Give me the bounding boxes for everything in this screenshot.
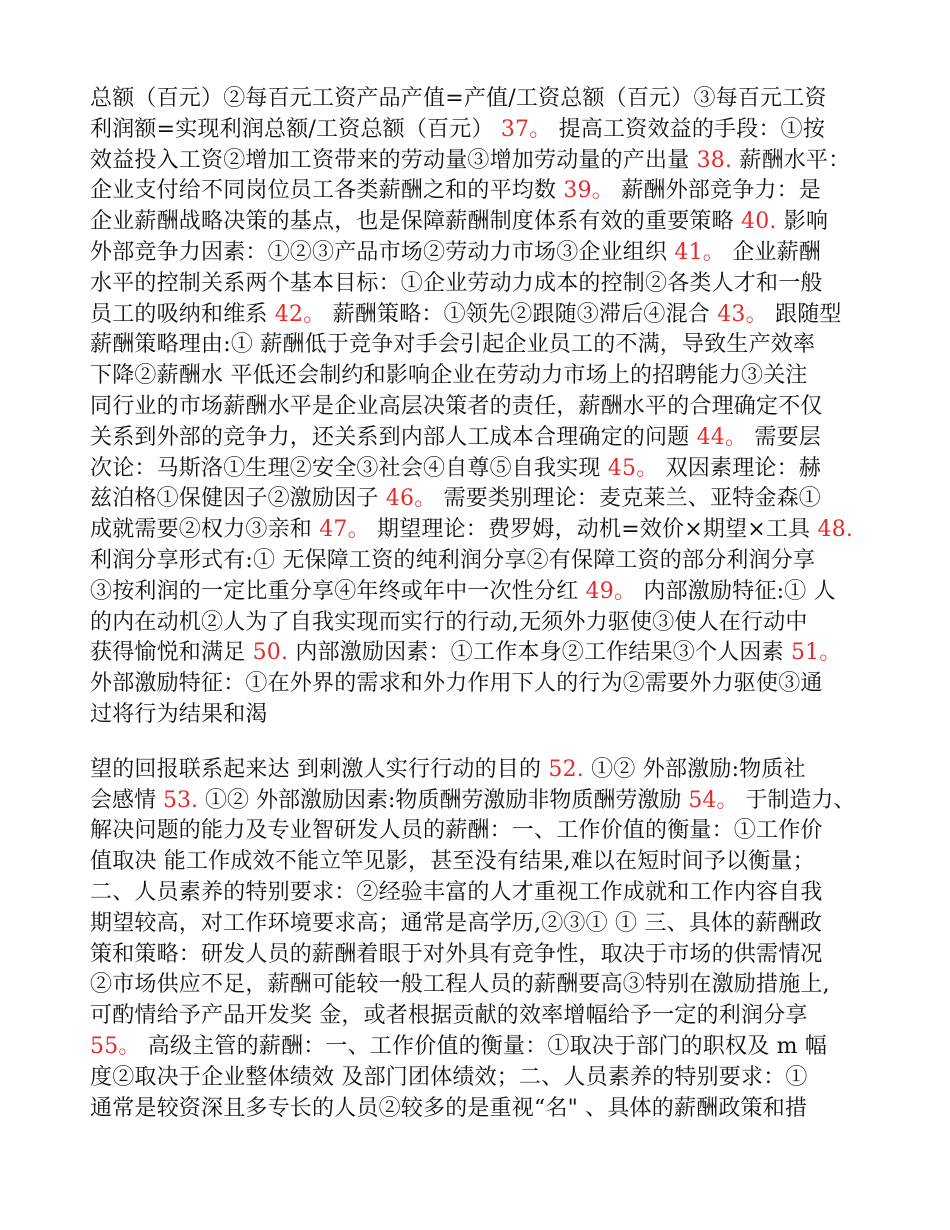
item-number: 43。	[717, 301, 768, 327]
item-number: 42。	[274, 301, 326, 327]
text-run: 总额（百元）②每百元工资产品产值=产值/工资总额（百元）③每百元工资	[90, 86, 827, 111]
text-line	[90, 84, 860, 115]
text-run: 获得愉悦和满足	[90, 640, 253, 666]
paragraph	[90, 755, 860, 1125]
text-run: 企业薪酬战略决策的基点，也是保障薪酬制度体系有效的重要策略	[90, 209, 741, 235]
text-run: 需要层	[747, 424, 822, 450]
text-run: 次论：马斯洛①生理②安全③社会④自尊⑤自我实现	[90, 455, 608, 481]
text-line	[90, 816, 860, 847]
text-run: ③按利润的一定比重分享④年终或年中一次性分红	[90, 578, 586, 604]
text-run: 内部激励因素：①工作本身②工作结果③个人因素	[288, 640, 791, 666]
text-run: ①② 外部激励:物质社	[583, 756, 806, 782]
text-run: 效益投入工资②增加工资带来的劳动量③增加劳动量的产出量	[90, 147, 697, 173]
item-number: 38.	[696, 147, 733, 173]
text-run: 薪酬水平：	[732, 147, 851, 173]
text-run: 利润额=实现利润总额/工资总额（百元）	[90, 116, 494, 142]
paragraph-gap	[90, 731, 860, 755]
text-run: 可酌情给予产品开发奖 金，或者根据贡献的效率增幅给予一定的利润分享	[90, 1003, 808, 1029]
text-run: 薪酬策略理由:① 薪酬低于竞争对手会引起企业员工的不满，导致生产效率	[90, 332, 816, 358]
text-line	[90, 269, 860, 300]
text-line	[90, 361, 860, 392]
text-line	[90, 700, 860, 731]
item-number: 40.	[741, 209, 777, 235]
text-line	[90, 878, 860, 909]
text-run: 薪酬策略：①领先②跟随③滞后④混合	[325, 301, 718, 327]
text-line	[90, 484, 860, 515]
text-run: 成就需要②权力③亲和	[90, 517, 320, 543]
text-run: 下降②薪酬水 平低还会制约和影响企业在劳动力市场上的招聘能力③关注	[90, 363, 808, 389]
text-line	[90, 546, 860, 577]
item-number: 49。	[585, 578, 637, 604]
item-number: 37。	[493, 116, 552, 142]
text-run: 于制造力、	[738, 787, 856, 813]
item-number: 54。	[688, 787, 739, 813]
text-run: 提高工资效益的手段：①按	[551, 116, 826, 142]
text-line	[90, 970, 860, 1001]
item-number: 53.	[163, 787, 198, 813]
text-run: 需要类别理论：麦克莱兰、亚特金森①	[436, 486, 822, 512]
text-line	[90, 847, 860, 878]
text-run: 外部竞争力因素：①②③产品市场②劳动力市场③企业组织	[90, 239, 675, 265]
text-line	[90, 608, 860, 639]
text-line	[90, 577, 860, 608]
text-run: 期望较高，对工作环境要求高；通常是高学历,②③① ① 三、具体的薪酬政	[90, 910, 822, 936]
text-run: 双因素理论：赫	[658, 455, 821, 481]
text-run: 二、人员素养的特别要求：②经验丰富的人才重视工作成就和工作内容自我	[90, 879, 823, 905]
item-number: 39。	[563, 178, 615, 204]
text-run: ②市场供应不足，薪酬可能较一般工程人员的薪酬要高③特别在激励措施上,	[90, 972, 830, 998]
text-line	[90, 1032, 860, 1063]
item-number: 50.	[252, 640, 289, 666]
item-number: 41。	[674, 239, 726, 265]
text-line	[90, 515, 860, 546]
text-run: 通常是较资深且多专长的人员②较多的是重视“名" 、具体的薪酬政策和措	[90, 1095, 808, 1121]
text-run: 同行业的市场薪酬水平是企业高层决策者的责任，薪酬水平的合理确定不仅	[90, 393, 823, 419]
item-number: 44。	[696, 424, 748, 450]
text-run: 过将行为结果和渴	[90, 701, 268, 727]
text-run: 利润分享形式有:① 无保障工资的纯利润分享②有保障工资的部分利润分享	[90, 547, 816, 573]
text-run: 解决问题的能力及专业智研发人员的薪酬：一、工作价值的衡量：①工作价	[90, 818, 823, 844]
text-run: 内部激励特征:① 人	[636, 578, 836, 604]
text-run: 的内在动机②人为了自我实现而实行的行动,无须外力驱使③使人在行动中	[90, 609, 808, 635]
text-line	[90, 786, 860, 817]
text-run: 关系到外部的竞争力，还关系到内部人工成本合理确定的问题	[90, 424, 697, 450]
text-run: 外部激励特征：①在外界的需求和外力作用下人的行为②需要外力驱使③通	[90, 671, 823, 697]
text-run: 策和策略：研发人员的薪酬着眼于对外具有竞争性，取决于市场的供需情况	[90, 941, 823, 967]
text-line	[90, 638, 860, 669]
text-line	[90, 238, 860, 269]
text-line	[90, 207, 860, 238]
text-run: 高级主管的薪酬：一、工作价值的衡量：①取决于部门的职权及 m 幅	[140, 1033, 828, 1059]
text-line	[90, 1001, 860, 1032]
text-line	[90, 1094, 860, 1125]
text-run: 影响	[776, 209, 829, 235]
text-run: 薪酬外部竞争力：是	[614, 178, 822, 204]
text-line	[90, 300, 860, 331]
item-number: 48.	[817, 517, 854, 543]
text-line	[90, 909, 860, 940]
item-number: 52.	[548, 756, 584, 782]
text-line	[90, 330, 860, 361]
text-line	[90, 176, 860, 207]
text-run: 水平的控制关系两个基本目标：①企业劳动力成本的控制②各类人才和一般	[90, 270, 823, 296]
text-line	[90, 392, 860, 423]
item-number: 46。	[385, 486, 437, 512]
text-run: 会感情	[90, 787, 163, 813]
text-line	[90, 115, 860, 146]
text-run: 企业支付给不同岗位员工各类薪酬之和的平均数	[90, 178, 564, 204]
paragraph	[90, 84, 860, 731]
item-number: 47。	[319, 517, 370, 543]
text-line	[90, 669, 860, 700]
text-line	[90, 146, 860, 177]
text-run: 企业薪酬	[725, 239, 822, 265]
text-line	[90, 423, 860, 454]
text-run: 跟随型	[767, 301, 842, 327]
text-run: 员工的吸纳和维系	[90, 301, 275, 327]
text-run: 度②取决于企业整体绩效 及部门团体绩效；二、人员素养的特别要求：①	[90, 1064, 808, 1090]
text-line	[90, 454, 860, 485]
item-number: 55。	[90, 1033, 141, 1059]
document-page	[90, 84, 860, 1124]
text-run: 望的回报联系起来达 到刺激人实行行动的目的	[90, 756, 549, 782]
text-run: 兹泊格①保健因子②激励因子	[90, 486, 386, 512]
text-run: 值取决 能工作成效不能立竿见影，甚至没有结果,难以在短时间予以衡量；	[90, 849, 815, 875]
text-line	[90, 1063, 860, 1094]
text-line	[90, 940, 860, 971]
item-number: 45。	[607, 455, 659, 481]
item-number: 51。	[790, 640, 842, 666]
text-run: ①② 外部激励因素:物质酬劳激励非物质酬劳激励	[198, 787, 689, 813]
text-line	[90, 755, 860, 786]
text-run: 期望理论：费罗姆，动机=效价×期望×工具	[369, 517, 818, 543]
